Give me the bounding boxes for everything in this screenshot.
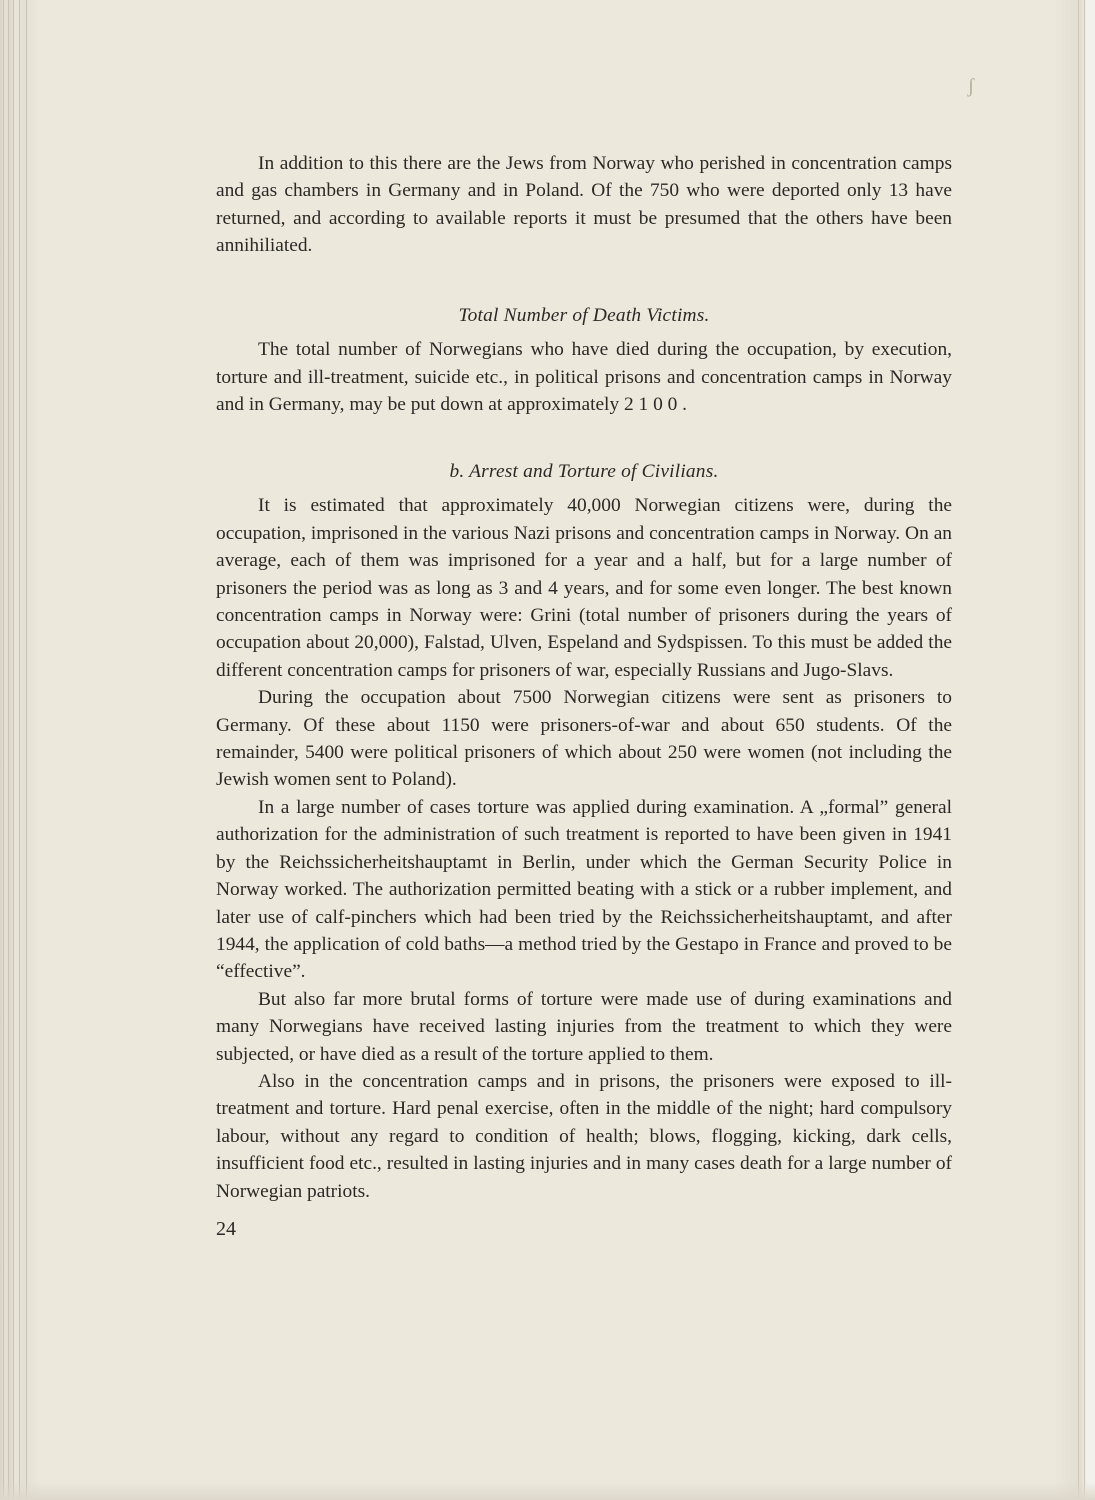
paragraph-sent-to-germany: During the occupation about 7500 Norwegian citizens were sent as prisoners to Germany. Of these about 1150 were prisoners-of-war and about 650 students. Of the remainder, 5400 were political prisoners of which about 250 were women (not including the Jewish women sent to Poland). — [216, 687, 952, 791]
paragraph-total-victims: The total number of Norwegians who have died during the occupation, by execution, torture and ill-treatment, suicide etc., in political prisons and concentration camps in Norway and in Germany, may be put down at approximately 2 1 0 0 . — [216, 339, 952, 416]
page-number: 24 — [216, 1218, 236, 1240]
heading-total-death-victims: Total Number of Death Victims. — [458, 305, 710, 326]
paragraph-jews-deported: In addition to this there are the Jews from Norway who perished in concentration camps and gas chambers in Germany and in Poland. Of the 750 who were deported only 13 have returned, and according to available reports it must be presumed that the others have been annihiliated. — [216, 153, 952, 257]
section-arrest-torture — [216, 458, 952, 1205]
paragraph-camp-treatment: Also in the concentration camps and in prisons, the prisoners were exposed to ill-treatment and torture. Hard penal exercise, often in the middle of the night; hard compulsory labour, without any regard to condition of health; blows, flogging, kicking, dark cells, insufficient food etc., resulted in lasting injuries and in many cases death for a large number of Norwegian patriots. — [216, 1070, 952, 1202]
corner-mark-decoration: ʃ — [967, 75, 975, 97]
page-edge-left — [0, 0, 40, 1500]
paragraph-prisoners-estimate: It is estimated that approximately 40,000 Norwegian citizens were, during the occupation, imprisoned in the various Nazi prisons and concentration camps in Norway. On an average, each of them was imprisoned for a year and a half, but for a large number of prisoners the period was as long as 3 and 4 years, and for some even longer. The best known concentration camps in Norway were: Grini (total number of prisoners during the years of occupation about 20,000), Falstad, Ulven, Espeland and Sydspissen. To this must be added the different concentration camps for prisoners of war, especially Russians and Jugo-Slavs. — [216, 495, 952, 681]
paragraph-torture-authorization: In a large number of cases torture was applied during examination. A „formal” general authorization for the administration of such treatment is reported to have been given in 1941 by the Reichssicherheitshauptamt in Berlin, under which the German Security Police in Norway worked. The authorization permitted beating with a stick or a rubber implement, and later use of calf-pinchers which had been tried by the Reichssicherheitshauptamt, and after 1944, the application of cold baths—a method tried by the Gestapo in France and proved to be “effective”. — [216, 796, 952, 983]
heading-arrest-torture: b. Arrest and Torture of Civilians. — [449, 461, 719, 482]
page-edge-right — [1053, 0, 1095, 1500]
section-total-victims — [216, 302, 952, 419]
section-intro — [216, 150, 952, 260]
paragraph-brutal-torture: But also far more brutal forms of torture were made use of during examinations and many Norwegians have received lasting injuries from the treatment to which they were subjected, or have died as a result of the torture applied to them. — [216, 988, 952, 1065]
bottom-shade — [0, 1482, 1095, 1500]
